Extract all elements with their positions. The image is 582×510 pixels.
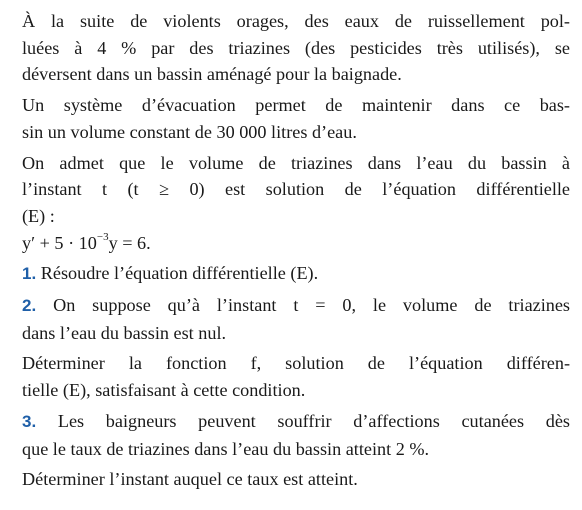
model-line: l’instant t (t ≥ 0) est solution de l’équation différentielle [22, 179, 570, 200]
equation-right: y = 6. [108, 232, 151, 253]
question-text: dans l’eau du bassin est nul. [22, 322, 227, 343]
question-1 [22, 260, 570, 288]
followup-line: Déterminer la fonction f, solution de l’équation différen- [22, 353, 570, 374]
intro-paragraph [22, 8, 570, 88]
question-2 [22, 292, 570, 346]
followup-line: Déterminer l’instant auquel ce taux est atteint. [22, 469, 358, 490]
question-text: que le taux de triazines dans l’eau du bassin atteint 2 %. [22, 438, 430, 459]
question-3-followup [22, 466, 570, 493]
question-3 [22, 408, 570, 462]
equation-exponent: −3 [96, 230, 109, 243]
system-line: sin un volume constant de 30 000 litres d’eau. [22, 121, 357, 142]
question-number: 3. [22, 411, 37, 431]
equation-left: y′ + 5 · 10 [22, 232, 97, 253]
system-line: Un système d’évacuation permet de maintenir dans ce bas- [22, 95, 570, 116]
system-paragraph [22, 92, 570, 145]
model-line: On admet que le volume de triazines dans l’eau du bassin à [22, 152, 570, 173]
intro-line: déversent dans un bassin aménagé pour la baignade. [22, 64, 402, 85]
question-number: 2. [22, 296, 37, 316]
differential-equation [22, 230, 570, 257]
followup-line: tielle (E), satisfaisant à cette condition. [22, 380, 306, 401]
question-text: Les baigneurs peuvent souffrir d’affections cutanées dès [57, 410, 570, 431]
question-2-followup [22, 350, 570, 403]
intro-line: À la suite de violents orages, des eaux de ruissellement pol- [22, 11, 570, 31]
question-number: 1. [22, 264, 37, 284]
question-text: Résoudre l’équation différentielle (E). [40, 263, 319, 284]
question-text: On suppose qu’à l’instant t = 0, le volume de triazines [53, 295, 571, 316]
model-line: (E) : [22, 205, 55, 226]
intro-line: luées à 4 % par des triazines (des pesticides très utilisés), se [22, 37, 570, 58]
model-paragraph [22, 150, 570, 257]
